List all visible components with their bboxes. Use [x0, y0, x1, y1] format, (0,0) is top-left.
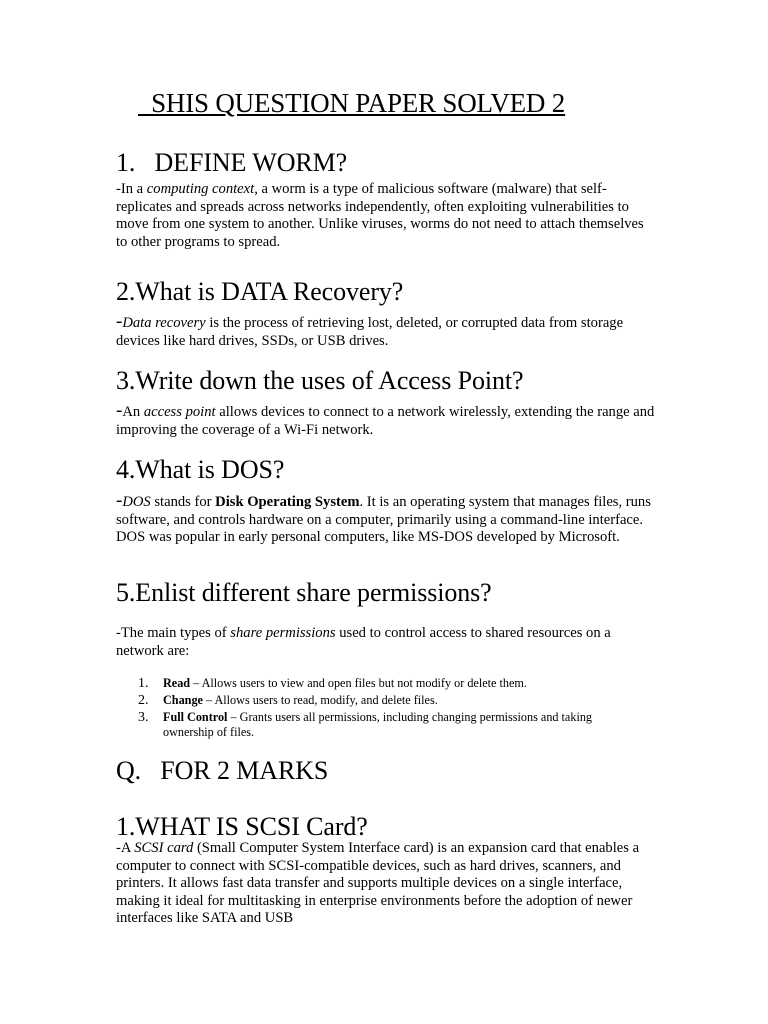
answer-dash: -	[116, 311, 123, 332]
answer-dash: -	[116, 400, 123, 421]
answer-bold-term: Disk Operating System	[215, 494, 360, 510]
question-6-heading: 1.WHAT IS SCSI Card?	[116, 812, 368, 841]
question-5-heading: 5.Enlist different share permissions?	[116, 578, 492, 607]
question-4-heading: 4.What is DOS?	[116, 455, 285, 484]
question-6-answer	[116, 840, 656, 928]
answer-mid: stands for	[150, 494, 216, 510]
intro-end: used to control access to shared resources on a network are:	[116, 625, 611, 659]
list-item-label: Read	[163, 676, 191, 690]
list-item-text: – Allows users to read, modify, and delete files.	[202, 693, 438, 707]
answer-term: computing context	[146, 181, 255, 197]
page-title: SHIS QUESTION PAPER SOLVED 2	[138, 88, 566, 118]
list-item	[138, 710, 638, 740]
list-item-text: – Allows users to view and open files but not modify or delete them.	[190, 676, 527, 690]
list-number: 2.	[138, 693, 149, 708]
answer-term: access point	[143, 404, 216, 420]
answer-dash: -	[116, 490, 123, 511]
list-item-text: – Grants users all permissions, including changing permissions and taking ownership of files.	[163, 710, 593, 739]
question-1-heading: 1. DEFINE WORM?	[116, 148, 348, 177]
question-1-answer	[116, 181, 656, 251]
answer-term: Data recovery	[122, 315, 206, 331]
list-item	[138, 676, 638, 691]
question-4-answer	[116, 490, 656, 547]
answer-text: is the process of retrieving lost, deleted, or corrupted data from storage devices like hard drives, SSDs, or USB drives.	[116, 315, 624, 349]
question-2-heading: 2.What is DATA Recovery?	[116, 277, 404, 306]
intro-start: -The main types of	[116, 625, 231, 641]
list-item-label: Full Control	[163, 710, 228, 724]
answer-text: , a worm is a type of malicious software (malware) that self-replicates and spreads across networks independently, often exploiting vulnerabilities to move from one system to another. Unlike viruses, worms do not need to attach themselves to other programs to spread.	[116, 181, 644, 250]
answer-text: . It is an operating system that manages files, runs software, and controls hardware on a computer, primarily using a command-line interface. DOS was popular in early personal computers, like MS-DOS developed by Microsoft.	[116, 494, 651, 546]
answer-text: (Small Computer System Interface card) is an expansion card that enables a computer to connect with SCSI-compatible devices, such as hard drives, scanners, and printers. It allows fast data transfer and supports multiple devices on a single interface, making it ideal for multitasking in enterprise environments before the adoption of newer interfaces like SATA and USB	[116, 840, 640, 927]
share-permissions-list	[138, 676, 638, 742]
answer-prefix: An	[122, 404, 144, 420]
list-number: 1.	[138, 676, 149, 691]
answer-text: allows devices to connect to a network wirelessly, extending the range and improving the coverage of a Wi-Fi network.	[116, 404, 655, 438]
question-5-intro	[116, 625, 656, 660]
section-heading: Q. FOR 2 MARKS	[116, 756, 329, 785]
answer-term: SCSI card	[134, 840, 194, 856]
answer-term: DOS	[122, 494, 151, 510]
list-item	[138, 693, 638, 708]
question-3-heading: 3.Write down the uses of Access Point?	[116, 366, 524, 395]
question-3-answer	[116, 400, 656, 439]
question-2-answer	[116, 311, 656, 350]
list-item-label: Change	[163, 693, 203, 707]
intro-term: share permissions	[230, 625, 336, 641]
answer-dash: -A	[116, 840, 135, 856]
list-number: 3.	[138, 710, 149, 725]
answer-dash: -In a	[116, 181, 147, 197]
